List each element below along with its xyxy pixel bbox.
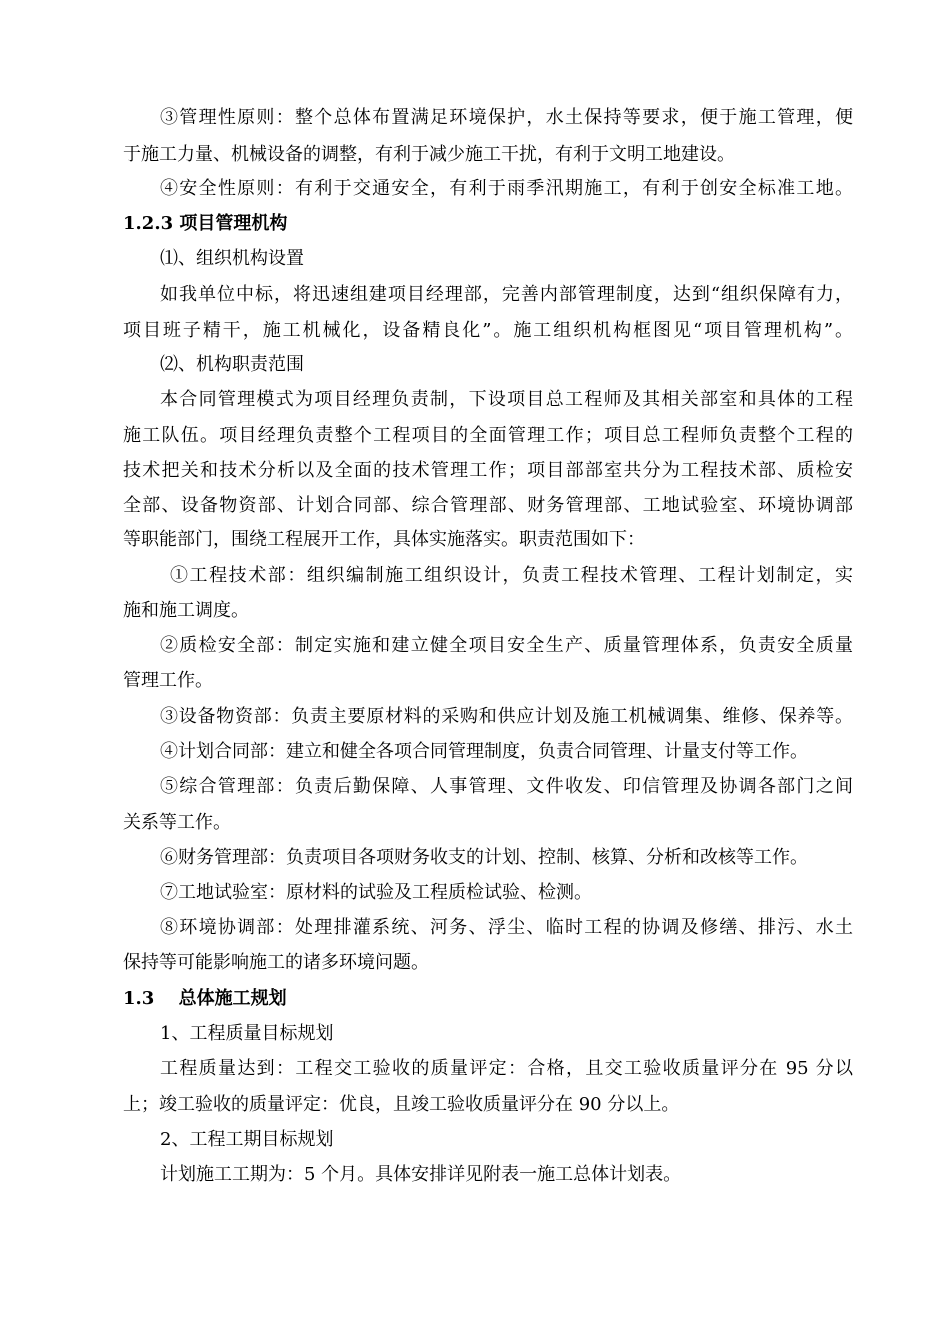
paragraph-management-mode-cont: 施工队伍。项目经理负责整个工程项目的全面管理工作；项目总工程师负责整个工程的 (123, 425, 853, 446)
subheading-quality-target: 1、工程质量目标规划 (160, 1023, 334, 1044)
subheading-organization-setup: ⑴、组织机构设置 (160, 248, 304, 269)
duty-environment-coordination-cont: 保持等可能影响施工的诸多环境问题。 (123, 952, 429, 973)
paragraph-quality-target: 工程质量达到：工程交工验收的质量评定：合格，且交工验收质量评分在 95 分以 (160, 1058, 853, 1079)
heading-overall-construction-planning: 1.3 总体施工规划 (123, 988, 287, 1009)
duty-site-laboratory: ⑦工地试验室：原材料的试验及工程质检试验、检测。 (160, 882, 592, 903)
paragraph-management-principle: ③管理性原则：整个总体布置满足环境保护，水土保持等要求，便于施工管理，便 (160, 107, 853, 128)
paragraph-management-mode-cont: 技术把关和技术分析以及全面的技术管理工作；项目部部室共分为工程技术部、质检安 (123, 460, 853, 481)
heading-project-management-organization: 1.2.3 项目管理机构 (123, 213, 288, 234)
duty-finance: ⑥财务管理部：负责项目各项财务收支的计划、控制、核算、分析和改核等工作。 (160, 847, 808, 868)
duty-quality-safety-cont: 管理工作。 (123, 670, 213, 691)
duty-engineering-technology: ①工程技术部：组织编制施工组织设计，负责工程技术管理、工程计划制定，实 (170, 565, 853, 586)
paragraph-schedule-target: 计划施工工期为：5 个月。具体安排详见附表一施工总体计划表。 (160, 1164, 682, 1185)
paragraph-management-mode-cont: 全部、设备物资部、计划合同部、综合管理部、财务管理部、工地试验室、环境协调部 (123, 495, 853, 516)
paragraph-safety-principle: ④安全性原则：有利于交通安全，有利于雨季汛期施工，有利于创安全标准工地。 (160, 178, 853, 199)
paragraph-quality-target-cont: 上；竣工验收的质量评定：优良，且竣工验收质量评分在 90 分以上。 (123, 1094, 680, 1115)
paragraph-organization-setup: 如我单位中标，将迅速组建项目经理部，完善内部管理制度，达到“组织保障有力， (160, 284, 853, 305)
duty-equipment-materials: ③设备物资部：负责主要原材料的采购和供应计划及施工机械调集、维修、保养等。 (160, 706, 853, 727)
duty-quality-safety: ②质检安全部：制定实施和建立健全项目安全生产、质量管理体系，负责安全质量 (160, 635, 853, 656)
duty-general-management-cont: 关系等工作。 (123, 812, 231, 833)
paragraph-organization-setup-cont: 项目班子精干，施工机械化，设备精良化”。施工组织机构框图见“项目管理机构”。 (123, 320, 853, 341)
subheading-schedule-target: 2、工程工期目标规划 (160, 1129, 334, 1150)
duty-environment-coordination: ⑧环境协调部：处理排灌系统、河务、浮尘、临时工程的协调及修缮、排污、水土 (160, 917, 853, 938)
duty-planning-contracts: ④计划合同部：建立和健全各项合同管理制度，负责合同管理、计量支付等工作。 (160, 741, 808, 762)
paragraph-management-principle-cont: 于施工力量、机械设备的调整，有利于减少施工干扰，有利于文明工地建设。 (123, 144, 735, 165)
duty-engineering-technology-cont: 施和施工调度。 (123, 600, 249, 621)
paragraph-management-mode-cont: 等职能部门，围绕工程展开工作，具体实施落实。职责范围如下： (123, 529, 645, 550)
paragraph-management-mode: 本合同管理模式为项目经理负责制，下设项目总工程师及其相关部室和具体的工程 (160, 389, 853, 410)
subheading-responsibility-scope: ⑵、机构职责范围 (160, 354, 304, 375)
duty-general-management: ⑤综合管理部：负责后勤保障、人事管理、文件收发、印信管理及协调各部门之间 (160, 776, 853, 797)
